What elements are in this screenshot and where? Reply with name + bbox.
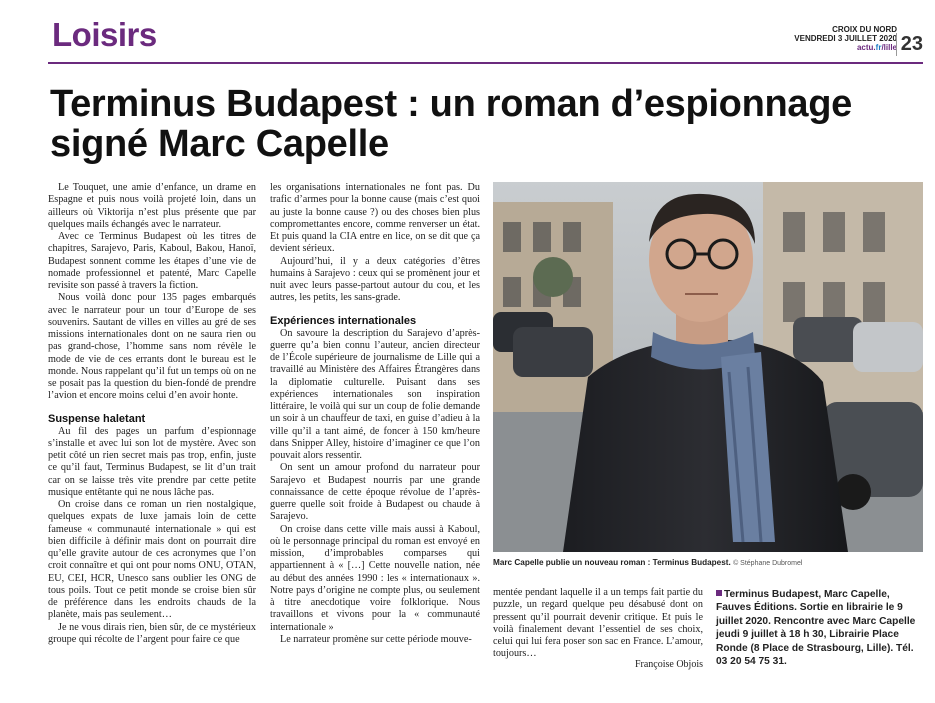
website-link[interactable]: actu.fr/lille — [856, 43, 897, 52]
paragraph: On croise dans cette ville mais aussi à Kaboul, où le personnage principal du roman est envoyé en mission, d’improbables comparses qui appartiennent à « […] Cette nouvelle nation, née au début des années 1990 : les « internationaux ». Notre pays d’origine ne compte plus, ou seulement à titre anecdotique voire folklorique. Nous travaillons et vivons pour la « communauté internationale » — [270, 523, 480, 633]
issue-date: VENDREDI 3 JUILLET 2020 — [794, 34, 897, 43]
paragraph: Avec ce Terminus Budapest où les titres de chapitres, Sarajevo, Paris, Kaboul, Bakou, Hanoï, Budapest sonnent comme les étapes d’une vie de nomade professionnel et patenté, Marc Capelle revisite son passé à travers la fiction. — [48, 231, 256, 291]
section-title: Loisirs — [52, 16, 157, 53]
subheading: Expériences internationales — [270, 314, 417, 327]
paragraph: Aujourd’hui, il y a deux catégories d’êtres humains à Sarajevo : ceux qui se promènent jour et nuit avec leurs passe-partout autour du cou, et les autres, les petits, les sans-grade. — [270, 255, 480, 304]
article-column-1 — [48, 182, 256, 646]
paragraph: Le Touquet, une amie d’enfance, un drame en Espagne et puis nous voilà projeté loin, dans un ailleurs où Viktorija n’est plus présente que par quelques mails échangés avec le narrateur. — [48, 182, 256, 230]
masthead — [794, 25, 897, 52]
paragraph: On sent un amour profond du narrateur pour Sarajevo et Budapest nourris par une grande connaissance de cette époque révolue de l’après-guerre quelle soit froide à Budapest ou chaude à Sarajevo. — [270, 462, 480, 523]
bullet-square-icon — [716, 590, 722, 596]
book-info-text: Terminus Budapest, Marc Capelle, Fauves Éditions. Sortie en librairie le 9 juillet 2020. Rencontre avec Marc Capelle jeudi 9 juillet à 18 h 30, Librairie Place Ronde (8 Place de Strasbourg, Lille). Tél. 03 20 54 75 31. — [716, 589, 916, 668]
paragraph: Je ne vous dirais rien, bien sûr, de ce mystérieux groupe qui récolte de l’argent pour faire ce que — [48, 621, 256, 645]
header-divider — [48, 62, 923, 64]
newspaper-name: CROIX DU NORD — [832, 25, 897, 34]
page-number: 23 — [896, 33, 923, 56]
paragraph: On croise dans ce roman un rien nostalgique, quelques expats de luxe jamais loin de cette fameuse « communauté internationale » qui est bien difficile à définir mais dont on pourrait dire qu’elle gravite autour de ces acronymes que l’on croit connaître et qui ont pour noms ONU, OTAN, EU, CEI, HCR, Unesco sans oublier les ONG de tous poils. Tout ce petit monde se croise bien sûr de préférence dans les endroits chauds de la planète, mais pas seulement… — [48, 499, 256, 621]
article-column-2 — [270, 182, 480, 646]
paragraph: Le narrateur promène sur cette période mouve- — [280, 633, 472, 645]
photo-credit: © Stéphane Dubromel — [733, 560, 803, 567]
article-column-3 — [493, 587, 703, 661]
book-info-box — [716, 588, 923, 668]
paragraph: mentée pendant laquelle il a un temps fait partie du puzzle, un regard quelque peu désabusé dont on pressent qu’il pourrait devenir critique. Et puis le voilà finalement devant l’essentiel de ses choix, celui qui lui fera poser son sac en France. L’amour, toujours… — [493, 587, 703, 660]
paragraph: Nous voilà donc pour 135 pages embarqués avec le narrateur pour un tour d’Europe de ses souvenirs. Sautant de villes en villes au gré de ses missions internationales dont on ne saura rien ou pas grand-chose, l’homme sans nom révèle le mode de vie de ces errants dont le bureau est le monde. Nous rappelant qu’il fut un temps où on ne se posait pas la question du bien-fondé de prendre l’avion et encore moins celui d’en avoir honte. — [48, 292, 256, 402]
article-headline: Terminus Budapest : un roman d’espionnage signé Marc Capelle — [50, 83, 852, 165]
photo-caption — [493, 558, 923, 567]
author-byline: Françoise Objois — [634, 659, 703, 670]
paragraph: les organisations internationales ne font pas. Du trafic d’armes pour la bonne cause (mais c’est quoi au juste la bonne cause ?) ou des choses bien plus compromettantes encore, comme renverser un état. Et puis quand la CIA entre en lice, on se dit que ça devient sérieux. — [270, 182, 480, 255]
author-photo — [493, 182, 923, 552]
subheading: Suspense haletant — [48, 412, 146, 425]
photo-illustration — [493, 182, 923, 552]
paragraph: Au fil des pages un parfum d’espionnage s’installe et avec lui son lot de mystère. Avec son petit côté un rien secret mais pas trop, enfin, juste ce qu’il faut, Terminus Budapest, se lit d’un trait car on se laisse très vite prendre par cette petite musique entêtante qui ne nous lâche pas. — [48, 425, 256, 498]
paragraph: On savoure la description du Sarajevo d’après-guerre qu’a bien connu l’auteur, ancien directeur de l’École supérieure de journalisme de Lille qui a travaillé au Ministère des Affaires Étrangères dans la diplomatie culturelle. Puisant dans ses expériences internationales son inspiration littéraire, le voilà qui sur un coup de folie demande un soir à un chauffeur de taxi, en guise d’adieu à la ville qu’il a tant aimé, de foncer à 150 km/heure dans Snipper Alley, histoire d’imaginer ce que l’on pouvait alors ressentir. — [270, 327, 480, 461]
caption-text: Marc Capelle publie un nouveau roman : Terminus Budapest. — [493, 558, 731, 567]
